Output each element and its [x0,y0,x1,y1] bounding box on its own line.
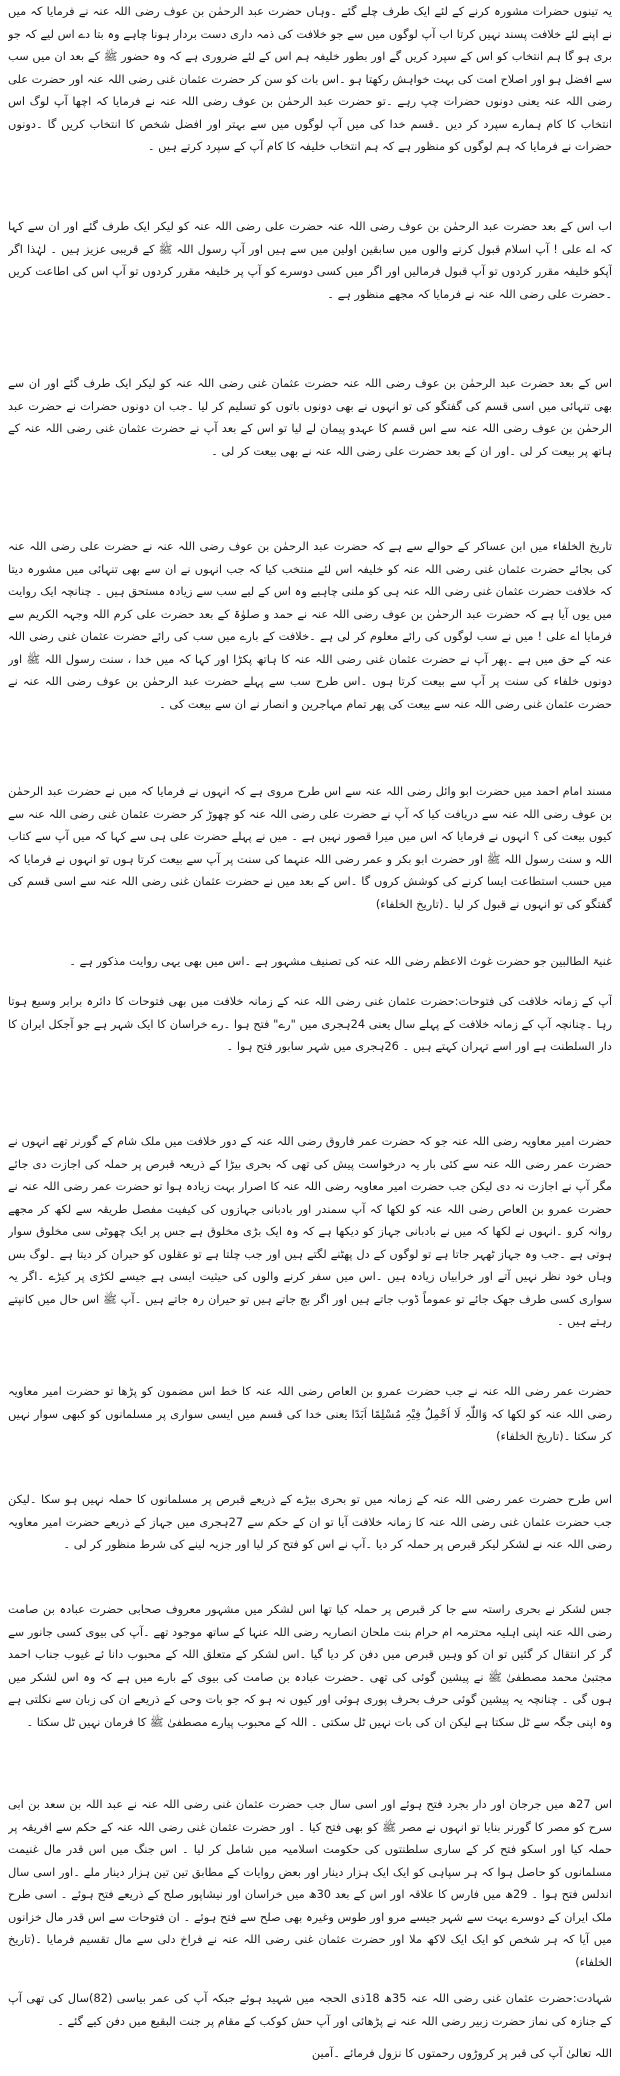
paragraph-cyprus-attack: اس طرح حضرت عمر رضی اللہ عنہ کے زمانہ میں تو بحری بیڑے کے ذریعے قبرص پر مسلمانوں کا حملہ نہیں ہو سکا ۔لیکن جب حضرت عثمان غنی رضی اللہ عنہ کا زمانہ خلافت آیا تو ان کے حکم سے 27ہجری میں جہاز کے ذریعے حضرت امیر معاویہ رضی اللہ عنہ نے لشکر لیکر قبرص پر حملہ کر دیا ۔آپ نے اس کو فتح کر لیا اور جزیہ لینے کی شرط منظور کر لی ۔ [8,1492,612,1551]
article-body [8,0,612,2076]
paragraph-muawiya-request: حضرت امیر معاویہ رضی اللہ عنہ جو کہ حضرت عمر فاروق رضی اللہ عنہ کے دور خلافت میں ملک شام کے گورنر تھے انہوں نے حضرت عمر رضی اللہ عنہ سے کئی بار یہ درخواست پیش کی تھی کہ بحری بیڑا کے ذریعہ قبرص پر حملہ کی اجازت دی جائے مگر آپ نے اجازت نہ دی لیکن جب حضرت امیر معاویہ رضی اللہ عنہ کا اصرار بہت زیادہ ہوا تو حضرت عمر رضی اللہ عنہ نے حضرت عمرو بن العاص رضی اللہ عنہ کو لکھا کہ آپ سمندر اور بادبانی جہازوں کی کیفیت مفصل طریقہ سے لکھ کر مجھے روانہ کرو ۔انہوں نے لکھا کہ میں نے بادبانی جہاز کو دیکھا ہے کہ وہ ایک بڑی مخلوق ہے جس پر ایک چھوٹی سی مخلوق سوار ہوتی ہے ۔جب وہ جہاز ٹھہر جاتا ہے تو لوگوں کے دل پھٹنے لگتے ہیں اور جب چلتا ہے تو عقلوں کو حیران کر دیتا ہے ۔لوگ بس وہاں خود نظر نہیں آتے اور خرابیاں زیادہ ہیں ۔اس میں سفر کرنے والوں کی حیثیت ایسی ہے جیسے لکڑی پر کیڑے ۔اگر یہ سواری کسی طرف جھک جائے تو عموماً ڈوب جاتے ہیں اور اگر بچ جاتے ہیں تو حیران رہ جاتے ہیں ۔آپ ﷺ اس حال میں کانپتے رہتے ہیں ۔ [8,1134,612,1328]
paragraph-musnad-ahmad: مسند امام احمد میں حضرت ابو وائل رضی اللہ عنہ سے اس طرح مروی ہے کہ انہوں نے فرمایا کہ میں نے حضرت عبد الرحمٰن بن عوف رضی اللہ عنہ سے دریافت کیا کہ آپ نے حضرت علی رضی اللہ عنہ کو چھوڑ کر حضرت عثمان غنی رضی اللہ عنہ سے کیوں بیعت کی ؟ انہوں نے فرمایا کہ اس میں میرا قصور نہیں ہے ۔ میں نے پہلے حضرت علی ہی سے کہا کہ میں آپ سے کتاب اللہ و سنت رسول اللہ ﷺ اور حضرت ابو بکر و عمر رضی اللہ عنہما کی سنت پر آپ سے بیعت کرتا ہوں تو انہوں نے فرمایا کہ میں حسب استطاعت ایسا کرنے کی کوشش کروں گا ۔اس کے بعد میں نے حضرت عثمان غنی رضی اللہ عنہ سے اسی قسم کی گفتگو کی تو انہوں نے قبول کر لیا ۔(تاریخ الخلفاء) [8,784,612,911]
paragraph-conquests: آپ کے زمانہ خلافت کی فتوحات:حضرت عثمان غنی رضی اللہ عنہ کے زمانہ خلافت میں بھی فتوحات کا دائرہ برابر وسیع ہوتا رہا ۔چنانچہ آپ کے زمانہ خلافت کے پہلے سال یعنی 24ہجری میں "رے" فتح ہوا ۔رے خراسان کا ایک شہر ہے جو آجکل ایران کا دار السلطنت ہے اور اسے تہران کہتے ہیں ۔ 26ہجری میں شہر سابور فتح ہوا ۔ [8,994,612,1053]
paragraph-cyprus-army: جس لشکر نے بحری راستہ سے جا کر قبرص پر حملہ کیا تھا اس لشکر میں مشہور معروف صحابی حضرت عبادہ بن صامت رضی اللہ عنہ اپنی اہلیہ محترمہ ام حرام بنت ملحان انصاریہ رضی اللہ عنہا کے ساتھ موجود تھے ۔آپ کی بیوی کسی جانور سے گر کر انتقال کر گئیں تو ان کو وہیں قبرص میں دفن کر دیا گیا ۔اس لشکر کے متعلق اللہ کے محبوب دانا ئے غیوب جناب احمد مجتبیٰ محمد مصطفیٰ ﷺ نے پیشین گوئی کی تھی ۔حضرت عبادہ بن صامت کی بیوی کے بارے میں ہے کہ وہ اس لشکر میں ہوں گی ۔ چنانچہ یہ پیشین گوئی حرف بحرف پوری ہوئی اور کیوں نہ ہو کہ جو بات وحی کے ذریعے ان کی زبان سے نکلتی ہے وہ اپنی جگہ سے ٹل سکتا ہے لیکن ان کی بات نہیں ٹل سکتی ۔ اللہ کے محبوب پیارے مصطفیٰ ﷺ کا فرمان نہیں ٹل سکتا ۔ [8,1602,612,1729]
paragraph-further-conquests: اس 27ھ میں جرجان اور دار بجرد فتح ہوئے اور اسی سال جب حضرت عثمان غنی رضی اللہ عنہ نے عبد اللہ بن سعد بن ابی سرح کو مصر کا گورنر بنایا تو انہوں نے مصر ﷺ کو بھی فتح کیا ۔ اور حضرت عثمان غنی رضی اللہ عنہ کے حکم سے افریقہ پر حملہ کیا اور اسکو فتح کر کے ساری سلطنتوں کی حکومت اسلامیہ میں شامل کر لیا ۔ اس جنگ میں اس قدر مال غنیمت مسلمانوں کو حاصل ہوا کہ ہر سپاہی کو ایک ایک ہزار دینار اور بعض روایات کے مطابق تین تین ہزار دینار ملے ۔اور اسی سال اندلس فتح ہوا ۔ 29ھ میں فارس کا علاقہ اور اس کے بعد 30ھ میں خراسان اور نیشاپور صلح کے ذریعے فتح ہوئے ۔ اسی طرح ملک ایران کے دوسرے بہت سے شہر جیسے مرو اور طوس وغیرہ بھی صلح سے فتح ہوئے ۔ ان فتوحات سے اس قدر مال خزانوں میں آیا کہ ہر شخص کو ایک ایک لاکھ ملا اور حضرت عثمان غنی رضی اللہ عنہ نے فراخ دلی سے مال تقسیم فرمایا ۔(تاریخ الخلفاء) [8,1797,612,1969]
paragraph-consultation: یہ تینوں حضرات مشورہ کرنے کے لئے ایک طرف چلے گئے ۔وہاں حضرت عبد الرحمٰن بن عوف رضی اللہ عنہ نے فرمایا کہ میں نے اپنے لئے خلافت پسند نہیں کرتا اب آپ لوگوں میں سے جو خلافت کی ذمہ داری دست بردار ہونا چاہے وہ بتا دے اس لیے کہ جو بری ہو گا ہم انتخاب کو اس کے سپرد کریں گے اور بطور خلیفہ ہم اس کے لئے ضروری ہے کہ وہ حضور ﷺ کے بعد ان میں سب سے افضل ہو اور اصلاح امت کی بہت خواہش رکھتا ہو ۔اس بات کو سن کر حضرت عثمان غنی رضی اللہ عنہ اور حضرت علی رضی اللہ عنہ یعنی دونوں حضرات چپ رہے ۔تو حضرت عبد الرحمٰن بن عوف رضی اللہ عنہ نے فرمایا کہ اچھا آپ لوگ اس انتخاب کا کام ہمارے سپرد کر دیں ۔قسم خدا کی میں آپ لوگوں میں سے بہتر اور افضل شخص کا انتخاب کریں گا ۔دونوں حضرات نے فرمایا کہ ہم لوگوں کو منظور ہے کہ ہم انتخاب خلیفہ کا کام آپ کے سپرد کرتے ہیں ۔ [8,4,612,153]
paragraph-tarikh-al-khulafa: تاریخ الخلفاء میں ابن عساکر کے حوالے سے ہے کہ حضرت عبد الرحمٰن بن عوف رضی اللہ عنہ نے حضرت علی رضی اللہ عنہ کی بجائے حضرت عثمان غنی رضی اللہ عنہ کو خلیفہ اس لئے منتخب کیا کہ جب انہوں نے ان سے بھی تنہائی میں مشورہ دیتا کہ خلافت حضرت عثمان غنی رضی اللہ عنہ ہی کو ملنی چاہیے وہ اس کے لیے سب سے زیادہ مستحق ہیں ۔ چنانچہ ایک روایت میں یوں آیا ہے کہ حضرت عبد الرحمٰن بن عوف رضی اللہ عنہ نے حمد و صلوٰۃ کے بعد حضرت علی کرم اللہ وجہہ الکریم سے فرمایا اے علی ! میں نے سب لوگوں کی رائے معلوم کر لی ہے ۔خلافت کے بارے میں سب کی رائے حضرت عثمان غنی رضی اللہ عنہ کے حق میں ہے ۔پھر آپ نے حضرت عثمان غنی رضی اللہ عنہ کا ہاتھ پکڑا اور کہا کہ میں خدا ، سنت رسول اللہ ﷺ اور دونوں خلفاء کی سنت پر آپ سے بیعت کرتا ہوں ۔اس طرح سب سے پہلے حضرت عبد الرحمٰن بن عوف رضی اللہ عنہ نے حضرت عثمان غنی رضی اللہ عنہ سے بیعت کی پھر تمام مہاجرین و انصار نے ان سے بیعت کی ۔ [8,539,612,711]
paragraph-martyrdom: شہادت:حضرت عثمان غنی رضی اللہ عنہ 35ھ 18ذی الحجہ میں شہید ہوئے جبکہ آپ کی عمر بیاسی (82)سال کی تھی آپ کے جنازہ کی نماز حضرت زبیر رضی اللہ عنہ نے پڑھائی اور آپ حش کوکب کے مقام پر جنت البقیع میں دفن کیے گئے ۔ [8,1991,612,2028]
paragraph-ghunyat: غنیۃ الطالبین جو حضرت غوث الاعظم رضی اللہ عنہ کی تصنیف مشہور ہے ۔اس میں بھی یہی روایت مذکور ہے ۔ [69,954,612,968]
paragraph-umar-reply: حضرت عمر رضی اللہ عنہ نے جب حضرت عمرو بن العاص رضی اللہ عنہ کا خط اس مضمون کو پڑھا تو حضرت امیر معاویہ رضی اللہ عنہ کو لکھا کہ وَاللّٰہِ لَا اَحْمِلُ فِیْہِ مُسْلِمًا اَبَدًا یعنی خدا کی قسم میں ایسی سواری پر مسلمانوں کو کبھی سوار نہیں کر سکتا ۔(تاریخ الخلفاء) [8,1384,612,1443]
paragraph-talk-with-ali: اب اس کے بعد حضرت عبد الرحمٰن بن عوف رضی اللہ عنہ حضرت علی رضی اللہ عنہ کو لیکر ایک طرف گئے اور ان سے کہا کہ اے علی ! آپ اسلام قبول کرنے والوں میں سابقین اولین میں سے ہیں اور آپ رسول اللہ ﷺ کے قریبی عزیز ہیں ۔ لہٰذا اگر آپکو خلیفہ مقرر کردوں تو آپ قبول فرمالیں اور اگر میں کسی دوسرے کو آپ پر خلیفہ مقرر کردوں تو آپ اس کی اطاعت کریں ۔حضرت علی رضی اللہ عنہ نے فرمایا کہ مجھے منظور ہے ۔ [8,219,612,301]
paragraph-closing-prayer: اللہ تعالیٰ آپ کی قبر پر کروڑوں رحمتوں کا نزول فرمائے ۔آمین [311,2046,612,2060]
paragraph-talk-with-uthman: اس کے بعد حضرت عبد الرحمٰن بن عوف رضی اللہ عنہ حضرت عثمان غنی رضی اللہ عنہ کو لیکر ایک طرف گئے اور ان سے بھی تنہائی میں اسی قسم کی گفتگو کی تو انہوں نے بھی دونوں باتوں کو تسلیم کر لیا ۔جب ان دونوں حضرات نے حضرت عبد الرحمٰن بن عوف رضی اللہ عنہ سے اس قسم کا عہدو پیمان لے لیا تو اس کے بعد آپ نے حضرت عثمان غنی رضی اللہ عنہ کے ہاتھ پر بیعت کر لی ۔اور ان کے بعد حضرت علی رضی اللہ عنہ نے بھی بیعت کر لی ۔ [8,376,612,458]
